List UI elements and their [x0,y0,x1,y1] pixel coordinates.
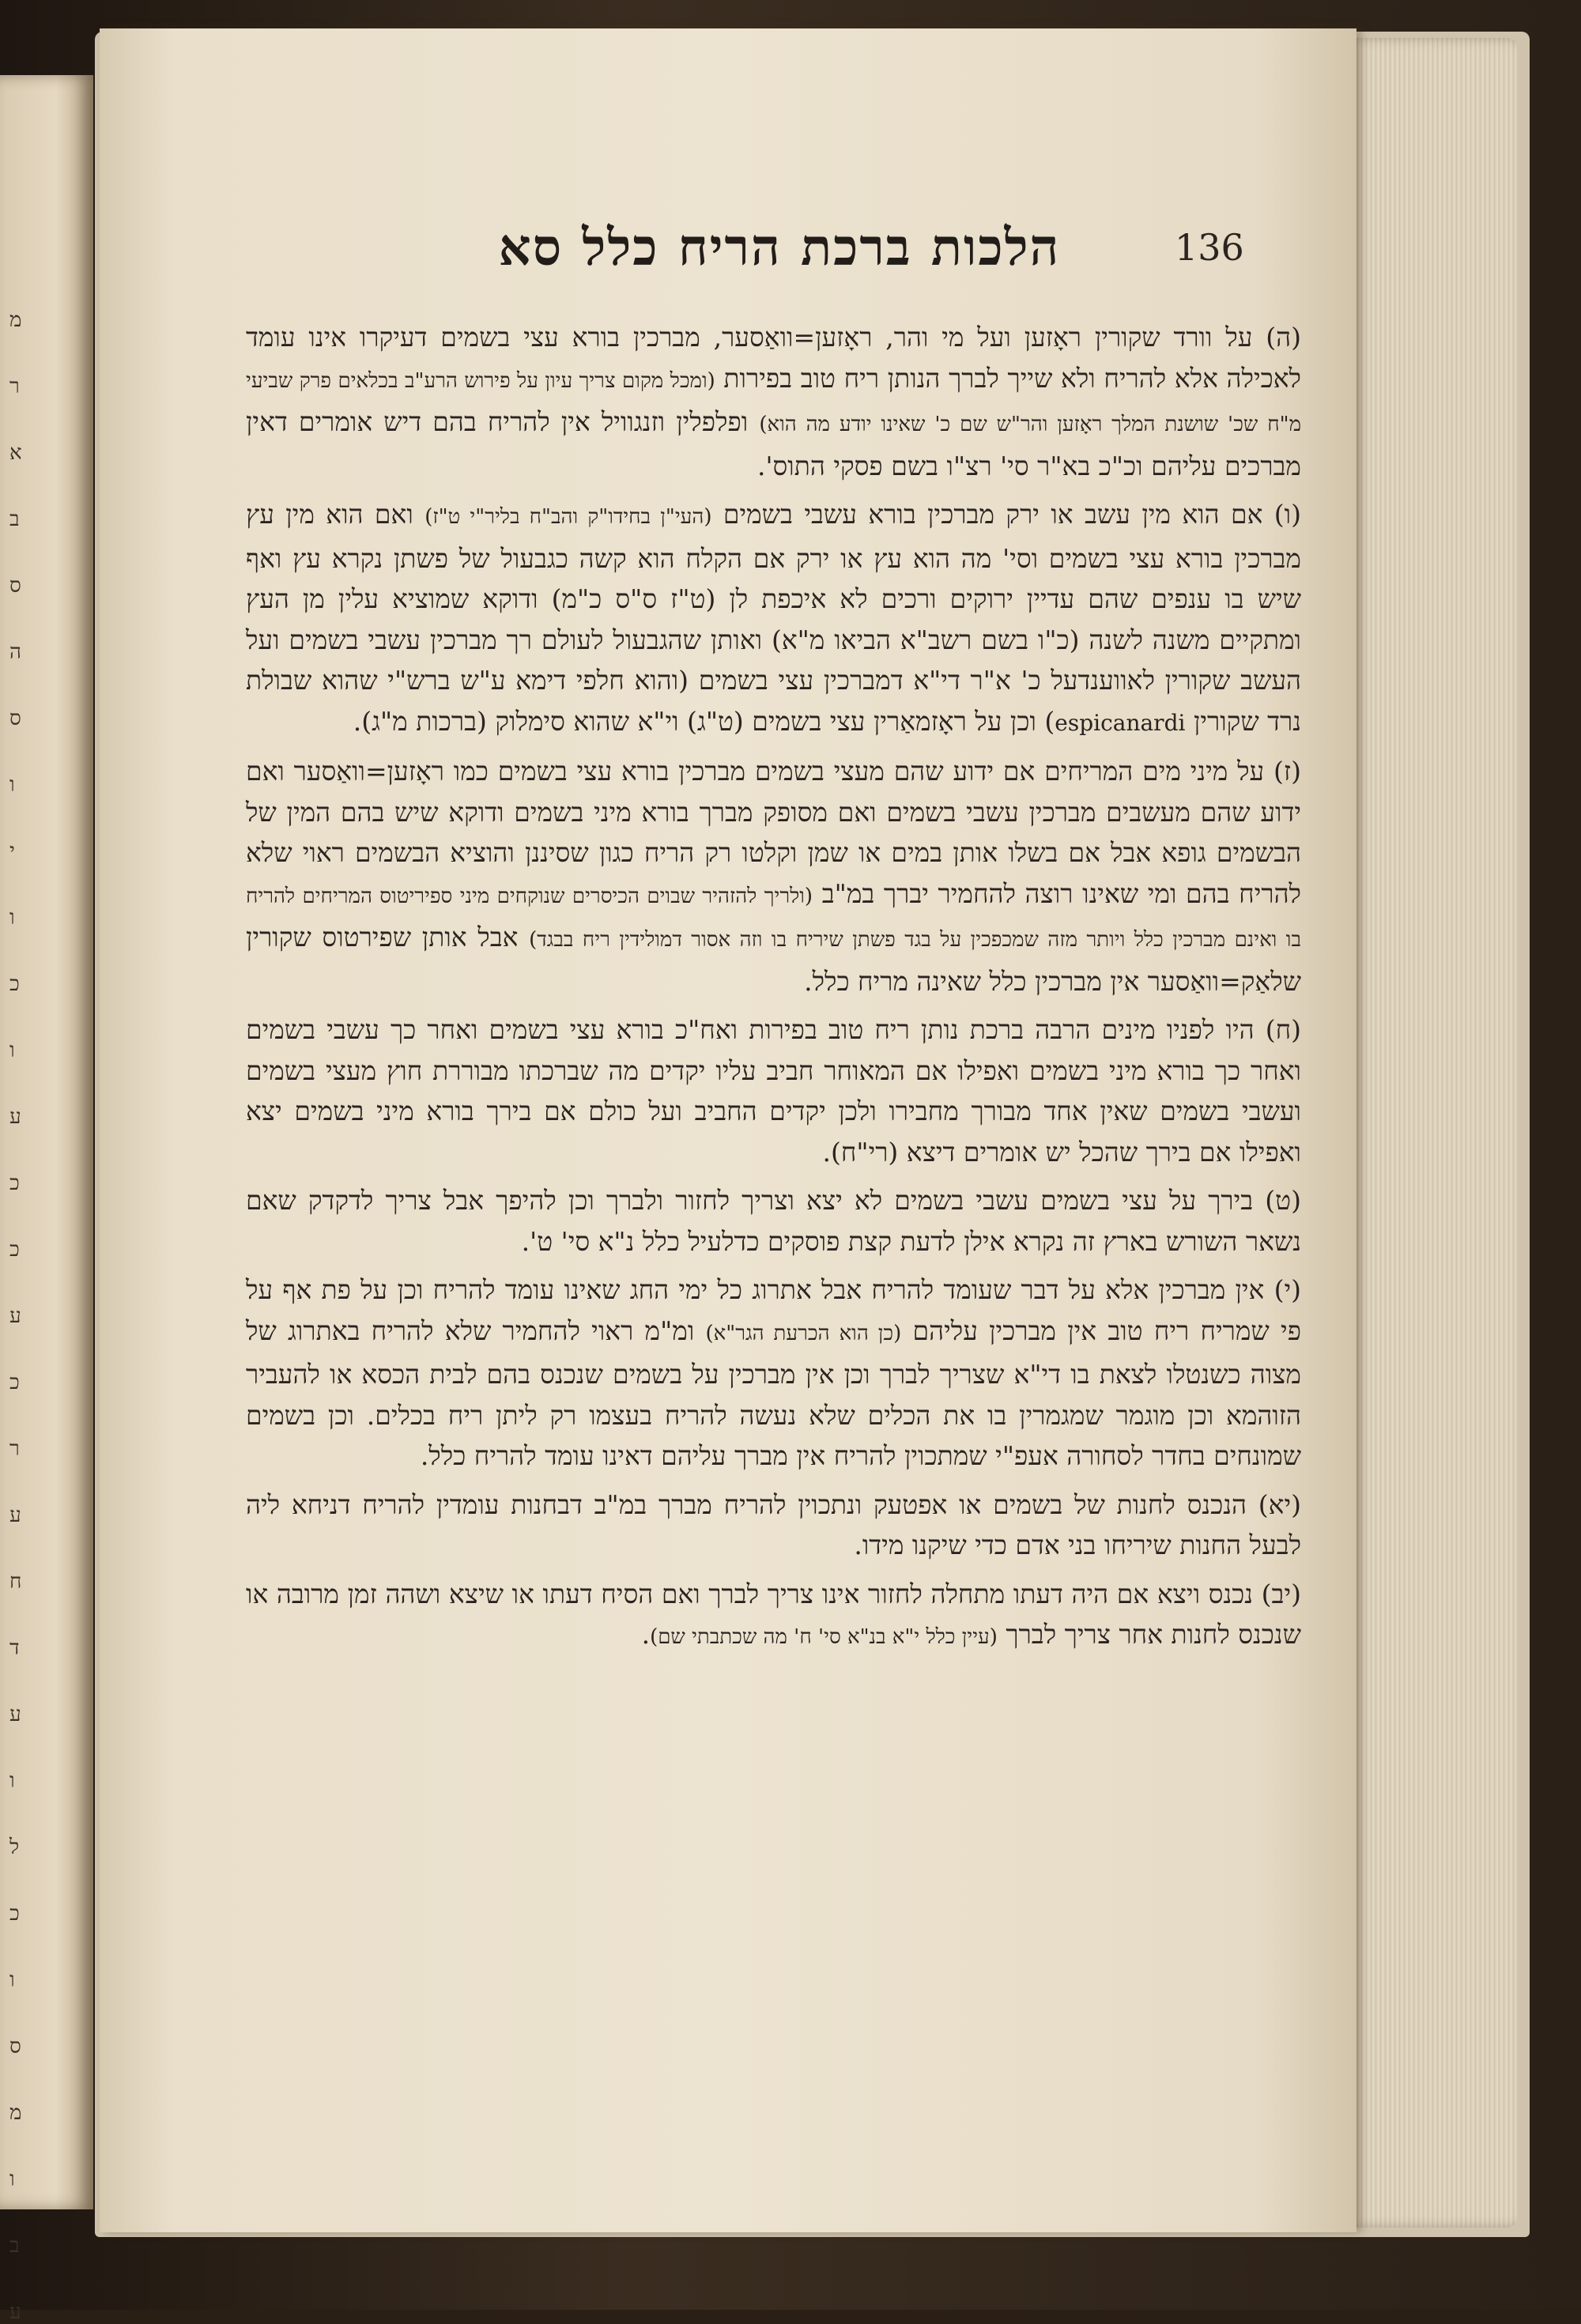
paragraph-text: (יב) נכנס ויצא אם היה דעתו מתחלה לחזור אינו צריך לברך ואם הסיח דעתו או שיצא ושהה זמן מרובה או שנכנס לחנות אחר צריך לברך [246,1578,1301,1650]
left-page-letter: כ [9,1371,20,1394]
page-stack-edges [1348,38,1518,2228]
left-page-letter: ו [9,906,15,930]
left-page-letter: ע [9,1703,21,1726]
left-page-letter: כ [9,1171,20,1195]
left-page-letter: ע [9,2300,21,2324]
left-page-letter: ח [9,1570,22,1594]
running-title: הלכות ברכת הריח כלל סא [498,218,1061,277]
paragraph-note: (ומכל מקום צריך עיון על פירוש הרע"ב בכלאים פרק שביעי מ"ח שכ' שושנת המלך ראָזען והר"ש שם כ' שאינו יודע מה הוא) [246,368,1301,436]
paragraph-text: ומ"מ ראוי להחמיר שלא להריח באתרוג של מצוה כשנטלו לצאת בו די"א שצריך לברך וכן אין מברכין על בשמים שנכנס בהם לבית הכסא או להעביר הזוהמא וכן מוגמר שמגמרין בו את הכלים שלא נעשה להריח בעצמו רק ליתן ריח בכלים. וכן בשמים שמונחים בחדר לסחורה אעפ"י שמתכוין להריח אין מברך עליהם דאינו עומד להריח כלל. [246,1315,1301,1471]
left-page-letter: ר [9,1437,20,1461]
left-page-letter: מ [9,308,22,332]
page-number: 136 [1175,226,1244,269]
left-page-letter: ו [9,2167,15,2191]
paragraph-text: ואם הוא מין עץ מברכין בורא עצי בשמים וסי' מה הוא עץ או ירק אם הקלח הוא קשה כגבעול של פשתן נקרא עץ ואף שיש בו ענפים שהם עדיין ירוקים ורכים לא איכפת לן (ט"ז ס"ס כ"מ) ודוקא שמוציא עלין מן העץ ומתקיים משנה לשנה (כ"ו בשם רשב"א הביאו מ"א) ואותן שהגבעול לעולם רך מברכין עשבי בשמים ועל העשב שקורין לאווענדעל כ' א"ר די"א דמברכין עצי בשמים (והוא חלפי דימא ע"ש ברש"י שהוא שבולת נרד שקורין [246,499,1301,737]
paragraph-text: (ו) אם הוא מין עשב או ירק מברכין בורא עשבי בשמים [723,499,1301,530]
paragraph-note: (העי"ן בחידו"ק והב"ח בליר"י ט"ז) [424,505,712,529]
paragraph-he [246,317,1301,486]
left-page-edge [0,75,93,2324]
left-page-letter: ד [9,1636,20,1660]
paragraph-text: ) וכן על ראָזמאַרין עצי בשמים (ט"ג) וי"א שהוא סימלוק (ברכות מ"ג). [353,705,1055,737]
paragraph-zayin [246,751,1301,1002]
left-page-letter: ו [9,1968,15,1992]
left-page-letter: ס [9,574,21,598]
left-page-letter: מ [9,2101,22,2125]
paragraph-text: (יא) הנכנס לחנות של בשמים או אפטעק ונתכוין להריח מברך במ"ב דבחנות עומדין להריח דניחא ליה לבעל החנות שיריחו בני אדם כדי שיקנו מידו. [246,1488,1301,1560]
paragraph-yud-alef [246,1485,1301,1566]
paragraph-note: (עיין כלל י"א בנ"א סי' ח' מה שכתבתי שם) [650,1625,998,1649]
left-page-letter: כ [9,1902,20,1926]
left-page-letter: י [9,839,15,863]
left-page-letter: ע [9,1105,21,1129]
left-page-letter: ע [9,1304,21,1328]
paragraph-text: . [641,1619,651,1650]
paragraph-chet [246,1009,1301,1172]
left-page-letter: ב [9,507,20,531]
left-page-letter: ר [9,375,20,398]
paragraph-text: (ה) על וורד שקורין ראָזען ועל מי והר, ראָזען=וואַסער, מברכין בורא עצי בשמים דעיקרו אינו עומד לאכילה אלא להריח ולא שייך לברך הנותן ריח טוב בפירות [246,322,1301,394]
latin-term: espicanardi [1055,709,1186,736]
left-page-letter: כ [9,972,20,996]
left-page-letter: ס [9,2035,21,2058]
left-page-letter: ו [9,1039,15,1062]
left-page-letter: ל [9,1835,20,1859]
paragraph-text: ופלפלין וזנגוויל אין להריח בהם דיש אומרים דאין מברכים עליהם וכ"כ בא"ר סי' רצ"ו בשם פסקי התוס'. [246,406,1301,481]
left-page-letter: כ [9,1238,20,1262]
left-page-letter: ב [9,2234,20,2258]
left-page-letter: ו [9,1769,15,1793]
paragraph-text: אבל אותן שפירטוס שקורין שלאַק=וואַסער אין מברכין כלל שאינה מריח כלל. [246,922,1301,997]
text-body [246,317,1301,1666]
paragraph-text: (י) אין מברכין אלא על דבר שעומד להריח אבל אתרוג כל ימי החג שאינו עומד להריח וכן על פת אף על פי שמריח ריח טוב אין מברכין עליהם [246,1274,1301,1346]
paragraph-text: (ז) על מיני מים המריחים אם ידוע שהם מעצי בשמים מברכין בורא עצי בשמים כמו ראָזען=וואַסער ואם ידוע שהם מעשבים מברכין עשבי בשמים ואם מסופק מברך בורא מיני בשמים ודוקא שיש בהם המין של הבשמים גופא אבל אם בשלו אותן במים או שמן וקלטו רק הריח כגון שסיננן והוציא הבשמים ראוי שלא להריח בהם ומי שאינו רוצה להחמיר יברך במ"ב [246,756,1301,909]
left-page-letter: א [9,441,22,465]
paragraph-note: (ולריך להזהיר שבוים הכיסרים שנוקחים מיני ספיריטוס המריחים להריח בו ואינם מברכין כלל ויותר מזה שמכפכין על בגד פשתן שיריח בו וזה אסור דמולידין ריח בבגד) [246,884,1301,952]
book-page [100,28,1356,2232]
left-page-letter: ס [9,707,21,730]
paragraph-tet [246,1180,1301,1262]
paragraph-yud-bet [246,1574,1301,1658]
left-page-letter: ה [9,640,21,664]
left-page-letter: ע [9,1503,21,1527]
left-page-letter: ו [9,773,15,797]
paragraph-vav [246,494,1301,743]
paragraph-text: (ט) בירך על עצי בשמים עשבי בשמים לא יצא וצריך לחזור ולברך וכן להיפך אבל צריך לדקדק שאם נשאר השורש בארץ זה נקרא אילן לדעת קצת פוסקים כדלעיל כלל נ"א סי' ט'. [246,1185,1301,1257]
paragraph-note: (כן הוא הכרעת הגר"א) [705,1321,902,1345]
paragraph-text: (ח) היו לפניו מינים הרבה ברכת נותן ריח טוב בפירות ואח"כ בורא עצי בשמים ואחר כך עשבי בשמים ואחר כך בורא מיני בשמים ואפילו אם המאוחר חביב עליו יקדים מה שברכתו מבוררת חוץ מעצי בשמים ועשבי בשמים שאין אחד מבורך מחבירו ולכן יקדים החביב ועל כולם אם בירך בורא מיני בשמים יצא ואפילו אם בירך שהכל יש אומרים דיצא (רי"ח). [246,1014,1301,1168]
paragraph-yud [246,1270,1301,1477]
